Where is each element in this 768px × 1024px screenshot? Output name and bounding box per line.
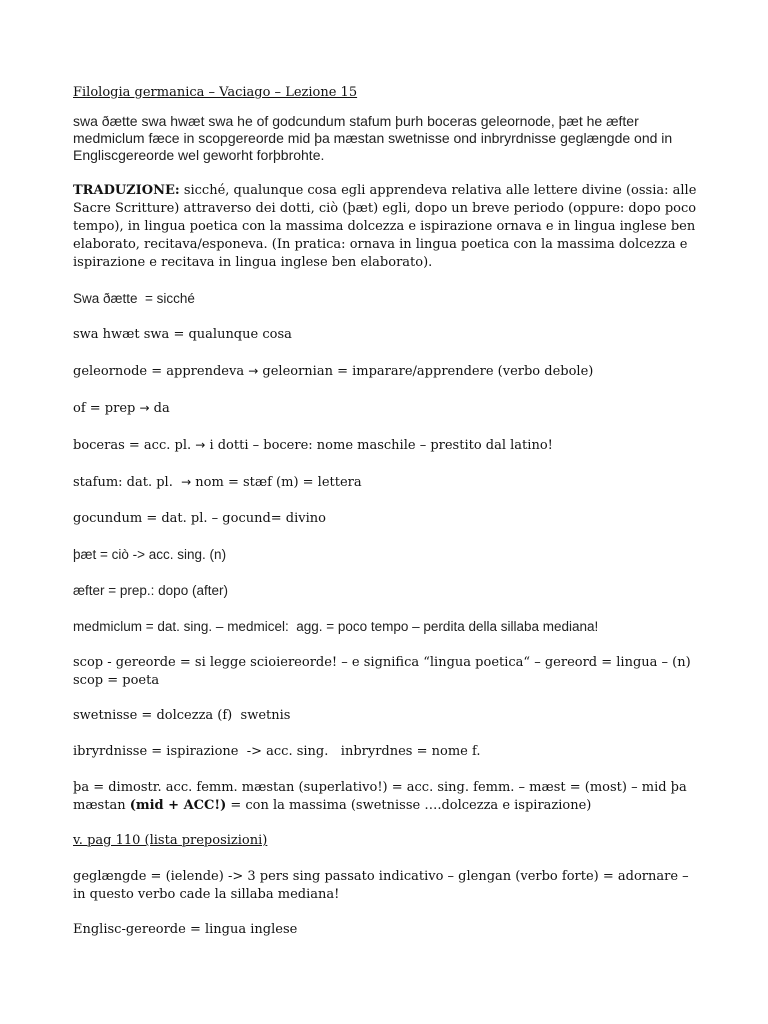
document-page	[73, 84, 713, 957]
entry-text: geglængde = (ielende) -> 3 pers sing passato indicativo – glengan (verbo forte) = adornare –	[73, 869, 689, 884]
vocab-entry-aefter: æfter = prep.: dopo (after)	[73, 583, 228, 598]
vocab-entry-thaet: þæt = ciò -> acc. sing. (n)	[73, 547, 227, 562]
document-title: Filologia germanica – Vaciago – Lezione 15	[73, 85, 358, 100]
vocab-entry-medmiclum: medmiclum = dat. sing. – medmicel: agg. = poco tempo – perdita della sillaba mediana!	[73, 619, 599, 634]
entry-text: da	[149, 401, 170, 416]
translation-paragraph	[73, 182, 713, 272]
vocab-entry-swa-hwaet-swa: swa hwæt swa = qualunque cosa	[73, 327, 292, 342]
vocab-entry-ibryrdnisse: ibryrdnisse = ispirazione -> acc. sing. inbryrdnes = nome f.	[73, 744, 481, 759]
vocab-entry-tha	[73, 779, 713, 815]
vocab-entry-scop-gereorde	[73, 654, 713, 690]
entry-text: of = prep	[73, 401, 140, 416]
old-english-passage: swa ðætte swa hwæt swa he of godcundum stafum þurh boceras geleornode, þæt he æfter medmiclum fæce in scopgereorde mid þa mæstan swetnisse ond inbryrdnisse geglængde ond in Engliscgereorde wel geworht forþbrohte.	[73, 113, 673, 163]
page-reference-link: v. pag 110 (lista preposizioni)	[73, 833, 268, 848]
entry-text: = con la massima (swetnisse ….dolcezza e ispirazione)	[226, 798, 592, 813]
vocab-entry-englisc-gereorde: Englisc-gereorde = lingua inglese	[73, 922, 298, 937]
entry-text: boceras = acc. pl.	[73, 438, 196, 453]
translation-label: TRADUZIONE:	[73, 183, 180, 198]
entry-text: scop = poeta	[73, 673, 160, 688]
arrow-right-icon: →	[195, 438, 206, 452]
arrow-right-icon: →	[248, 364, 259, 378]
entry-text: scop - gereorde = si legge scioiereorde! – e significa “lingua poetica“ – gereord = lingua – (n)	[73, 655, 691, 670]
entry-text: in questo verbo cade la sillaba mediana!	[73, 887, 340, 902]
arrow-right-icon: →	[181, 475, 192, 489]
vocab-entry-swetnisse: swetnisse = dolcezza (f) swetnis	[73, 708, 291, 723]
vocab-entry-geleornode	[73, 362, 713, 381]
vocab-entry-swa-daette: Swa ðætte = sicché	[73, 291, 195, 306]
vocab-entry-stafum	[73, 473, 713, 492]
entry-text: mæstan	[73, 798, 130, 813]
entry-text: geleornian = imparare/apprendere (verbo debole)	[258, 364, 594, 379]
vocab-entry-boceras	[73, 436, 713, 455]
entry-text: stafum: dat. pl.	[73, 475, 182, 490]
entry-text: þa = dimostr. acc. femm. mæstan (superlativo!) = acc. sing. femm. – mæst = (most) – mid þa	[73, 780, 687, 795]
vocab-entry-gocundum: gocundum = dat. pl. – gocund= divino	[73, 511, 326, 526]
translation-text: sicché, qualunque cosa egli apprendeva relativa alle lettere divine (ossia: alle Sacre Scritture) attraverso dei dotti, ciò (þæt) egli, dopo un breve periodo (oppure: dopo poco tempo), in lingua poetica con la massima dolcezza e ispirazione ornava e in lingua inglese ben elaborato, recitava/esponeva. (In pratica: ornava in lingua poetica con la massima dolcezza e ispirazione e recitava in lingua inglese ben elaborato).	[73, 183, 697, 270]
entry-text-bold: (mid + ACC!)	[129, 798, 227, 813]
entry-text: nom = stæf (m) = lettera	[191, 475, 362, 490]
vocab-entry-geglaengde	[73, 868, 713, 904]
entry-text: i dotti – bocere: nome maschile – prestito dal latino!	[205, 438, 553, 453]
arrow-right-icon: →	[139, 401, 150, 415]
vocab-entry-of	[73, 399, 713, 418]
entry-text: geleornode = apprendeva	[73, 364, 249, 379]
